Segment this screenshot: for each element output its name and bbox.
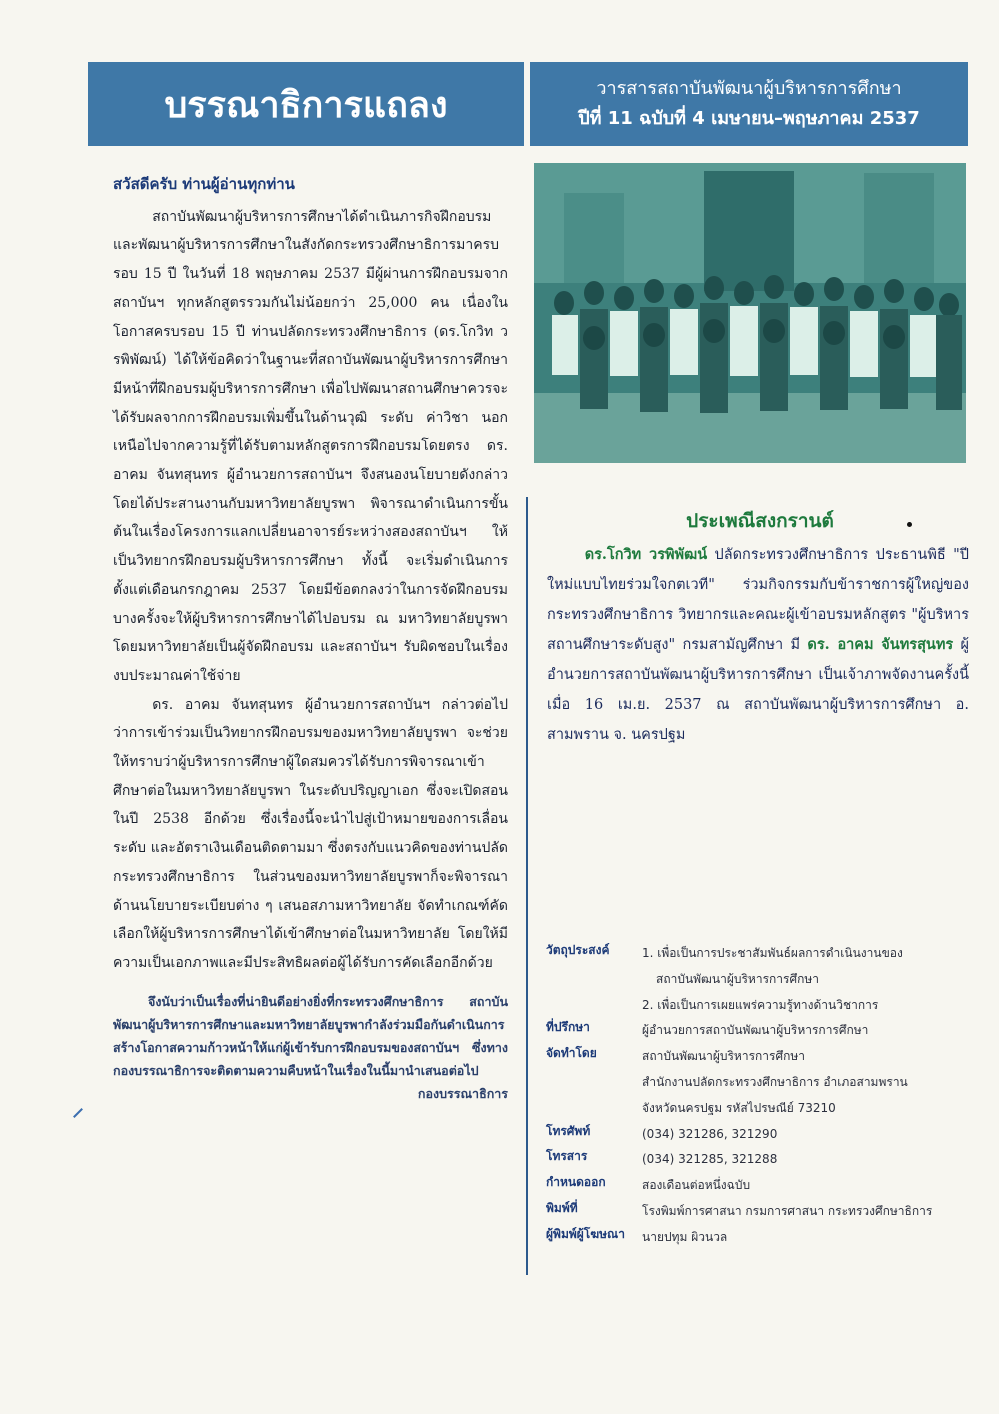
editorial-greeting: สวัสดีครับ ท่านผู้อ่านทุกท่าน	[113, 175, 295, 193]
colophon-label: กำหนดออก	[546, 1175, 606, 1190]
column-divider	[526, 497, 528, 1275]
section-title: บรรณาธิการแถลง	[164, 84, 448, 126]
journal-name: วารสารสถาบันพัฒนาผู้บริหารการศึกษา	[596, 78, 902, 99]
colophon-label: พิมพ์ที่	[546, 1200, 578, 1215]
editorial-signature: กองบรรณาธิการ	[417, 1085, 508, 1101]
editorial-closing-note	[113, 990, 508, 1101]
section-title-banner	[88, 62, 524, 146]
event-lead-name: ดร.โกวิท วรพิพัฒน์	[584, 546, 708, 563]
colophon-row-publisher	[546, 1225, 971, 1251]
colophon-value: สถาบันพัฒนาผู้บริหารการศึกษา	[642, 1049, 806, 1064]
colophon-value: จังหวัดนครปฐม รหัสไปรษณีย์ 73210	[642, 1100, 836, 1115]
colophon-row-advisor	[546, 1018, 971, 1044]
journal-banner	[530, 62, 968, 146]
event-body-part1: ปลัดกระทรวงศึกษาธิการ ประธานพิธี "ปีใหม่แบบไทยร่วมใจกตเวที" ร่วมกิจกรรมกับข้าราชการผู้ใหญ่ของกระทรวงศึกษาธิการ วิทยากรและคณะผู้เข้าอบรมหลักสูตร "ผู้บริหารสถานศึกษาระดับสูง" กรมสามัญศึกษา มี	[547, 547, 970, 654]
event-title: ประเพณีสงกรานต์	[686, 510, 834, 532]
colophon-label: โทรสาร	[546, 1149, 588, 1164]
colophon-row-producer	[546, 1044, 971, 1121]
colophon	[546, 941, 971, 1251]
colophon-label: จัดทำโดย	[546, 1046, 597, 1061]
event-article	[547, 540, 969, 751]
colophon-row-phone	[546, 1122, 971, 1148]
margin-pen-mark	[73, 1108, 83, 1118]
colophon-label: วัตถุประสงค์	[546, 943, 610, 957]
colophon-value: 2. เพื่อเป็นการเผยแพร่ความรู้ทางด้านวิชาการ	[642, 997, 879, 1012]
colophon-label: ผู้พิมพ์ผู้โฆษณา	[546, 1226, 625, 1241]
editorial-closing-text: จึงนับว่าเป็นเรื่องที่น่ายินดีอย่างยิ่งที่กระทรวงศึกษาธิการ สถาบันพัฒนาผู้บริหารการศึกษาและมหาวิทยาลัยบูรพากำลังร่วมมือกันดำเนินการสร้างโอกาสความก้าวหน้าให้แก่ผู้เข้ารับการฝึกอบรมของสถาบันฯ ซึ่งทางกองบรรณาธิการจะติดตามความคืบหน้าในเรื่องในนี้มานำเสนอต่อไป	[113, 993, 508, 1078]
colophon-row-printer	[546, 1199, 971, 1225]
issue-line: ปีที่ 11 ฉบับที่ 4 เมษายน–พฤษภาคม 2537	[578, 108, 920, 129]
colophon-value: สถาบันพัฒนาผู้บริหารการศึกษา	[656, 971, 820, 986]
colophon-row-fax	[546, 1147, 971, 1173]
group-photo	[534, 163, 966, 463]
editorial-paragraph-2: ดร. อาคม จันทสุนทร ผู้อำนวยการสถาบันฯ กล่าวต่อไปว่าการเข้าร่วมเป็นวิทยากรฝึกอบรมของมหาวิทยาลัยบูรพา จะช่วยให้ทราบว่าผู้บริหารการศึกษาผู้ใดสมควรได้รับการพิจารณาเข้าศึกษาต่อในมหาวิทยาลัยบูรพา ในระดับปริญญาเอก ซึ่งจะเปิดสอนในปี 2538 อีกด้วย ซึ่งเรื่องนี้จะนำไปสู่เป้าหมายของการเลื่อนระดับ และอัตราเงินเดือนติดตามมา ซึ่งตรงกับแนวคิดของท่านปลัดกระทรวงศึกษาธิการ ในส่วนของมหาวิทยาลัยบูรพาก็จะพิจารณาด้านนโยบายระเบียบต่าง ๆ เสนอสภามหาวิทยาลัย จัดทำเกณฑ์คัดเลือกให้ผู้บริหารการศึกษาได้เข้าศึกษาต่อในมหาวิทยาลัย โดยให้มีความเป็นเอกภาพและมีประสิทธิผลต่อผู้ได้รับการคัดเลือกอีกด้วย	[113, 696, 508, 971]
colophon-row-schedule	[546, 1173, 971, 1199]
colophon-value: นายปทุม ผิวนวล	[642, 1229, 728, 1244]
event-host-name: ดร. อาคม จันทรสุนทร	[807, 636, 954, 654]
colophon-value: โรงพิมพ์การศาสนา กรมการศาสนา กระทรวงศึกษาธิการ	[642, 1203, 933, 1218]
colophon-label: โทรศัพท์	[546, 1123, 591, 1138]
colophon-row-objective	[546, 941, 971, 1018]
colophon-value: (034) 321285, 321288	[642, 1152, 778, 1167]
colophon-label: ที่ปรึกษา	[546, 1020, 590, 1035]
colophon-value: 1. เพื่อเป็นการประชาสัมพันธ์ผลการดำเนินงานของ	[642, 946, 903, 960]
colophon-value: (034) 321286, 321290	[642, 1126, 778, 1141]
editorial-paragraph-1: สถาบันพัฒนาผู้บริหารการศึกษาได้ดำเนินภารกิจฝึกอบรมและพัฒนาผู้บริหารการศึกษาในสังกัดกระทรวงศึกษาธิการมาครบรอบ 15 ปี ในวันที่ 18 พฤษภาคม 2537 มีผู้ผ่านการฝึกอบรมจากสถาบันฯ ทุกหลักสูตรรวมกันไม่น้อยกว่า 25,000 คน เนื่องในโอกาสครบรอบ 15 ปี ท่านปลัดกระทรวงศึกษาธิการ (ดร.โกวิท วรพิพัฒน์) ได้ให้ข้อคิดว่าในฐานะที่สถาบันพัฒนาผู้บริหารการศึกษามีหน้าที่ฝึกอบรมผู้บริหารการศึกษา เพื่อไปพัฒนาสถานศึกษาควรจะได้รับผลจากการฝึกอบรมเพิ่มขึ้นในด้านวุฒิ ระดับ ค่าวิชา นอกเหนือไปจากความรู้ที่ได้รับตามหลักสูตรการฝึกอบรมโดยตรง ดร. อาคม จันทสุนทร ผู้อำนวยการสถาบันฯ จึงสนองนโยบายดังกล่าวโดยได้ประสานงานกับมหาวิทยาลัยบูรพา พิจารณาดำเนินการขั้นต้นในเรื่องโครงการแลกเปลี่ยนอาจารย์ระหว่างสองสถาบันฯ ให้เป็นวิทยากรฝึกอบรมผู้บริหารการศึกษา ทั้งนี้ จะเริ่มดำเนินการตั้งแต่เดือนกรกฎาคม 2537 โดยมีข้อตกลงว่าในการจัดฝึกอบรมบางครั้งจะให้ผู้บริหารการศึกษาได้ไปอบรม ณ มหาวิทยาลัยบูรพา โดยมหาวิทยาลัยเป็นผู้จัดฝึกอบรม และสถาบันฯ รับผิดชอบในเรื่องงบประมาณค่าใช้จ่าย	[113, 208, 508, 684]
colophon-value: ผู้อำนวยการสถาบันพัฒนาผู้บริหารการศึกษา	[642, 1023, 869, 1038]
editorial-column	[113, 170, 508, 1105]
colophon-value: สำนักงานปลัดกระทรวงศึกษาธิการ อำเภอสามพราน	[642, 1074, 908, 1089]
event-body-part2: ผู้อำนวยการสถาบันพัฒนาผู้บริหารการศึกษา เป็นเจ้าภาพจัดงานครั้งนี้ เมื่อ 16 เม.ย. 2537 ณ สถาบันพัฒนาผู้บริหารการศึกษา อ. สามพราน จ. นครปฐม	[547, 637, 970, 743]
colophon-value: สองเดือนต่อหนึ่งฉบับ	[642, 1178, 751, 1193]
